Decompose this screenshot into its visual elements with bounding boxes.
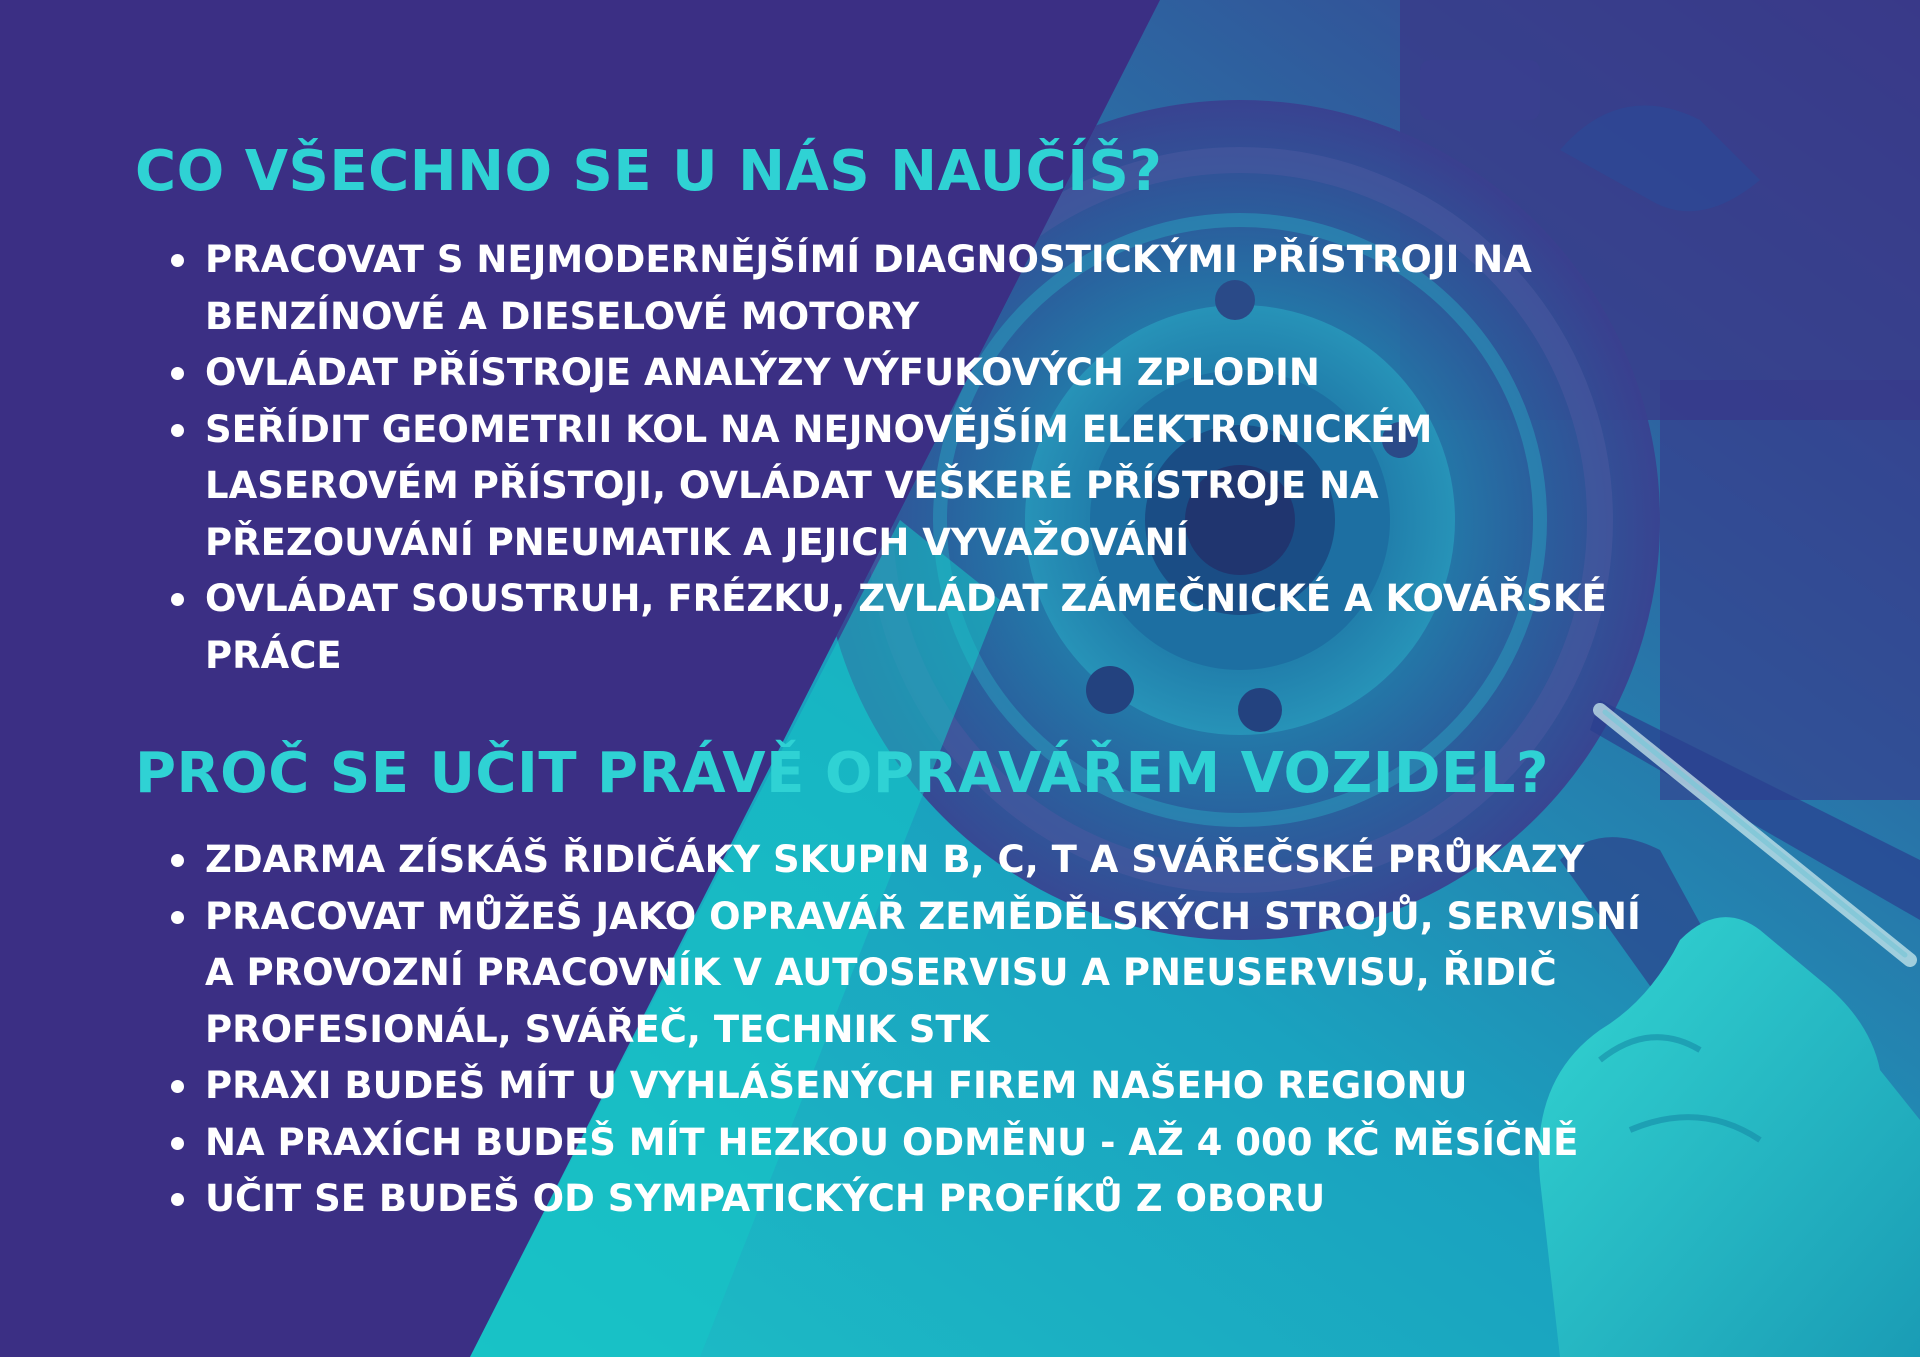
list-item: [135, 1115, 1695, 1172]
list-item-line: PROFESIONÁL, SVÁŘEČ, TECHNIK STK: [205, 1007, 990, 1051]
list-item-line: UČIT SE BUDEŠ OD SYMPATICKÝCH PROFÍKŮ Z OBORU: [205, 1177, 1326, 1220]
list-item-line: LASEROVÉM PŘÍSTOJI, OVLÁDAT VEŠKERÉ PŘÍSTROJE NA: [205, 464, 1379, 507]
list-item: [135, 402, 1695, 572]
list-item: [135, 232, 1695, 345]
bullet-icon: [171, 911, 184, 924]
list-item-line: OVLÁDAT PŘÍSTROJE ANALÝZY VÝFUKOVÝCH ZPLODIN: [205, 351, 1320, 394]
list-item: [135, 571, 1695, 684]
list-item: [135, 832, 1695, 889]
list-item-line: OVLÁDAT SOUSTRUH, FRÉZKU, ZVLÁDAT ZÁMEČNICKÉ A KOVÁŘSKÉ: [205, 577, 1607, 620]
bullet-icon: [171, 854, 184, 867]
benefits-list: [135, 832, 1695, 1228]
list-item: [135, 345, 1695, 402]
list-item-line: PRÁCE: [205, 633, 342, 677]
list-item-line: PŘEZOUVÁNÍ PNEUMATIK A JEJICH VYVAŽOVÁNÍ: [205, 520, 1190, 564]
bullet-icon: [171, 254, 184, 267]
list-item: [135, 1171, 1695, 1228]
learn-list: [135, 232, 1695, 684]
bullet-icon: [171, 424, 184, 437]
list-item-line: PRACOVAT S NEJMODERNĚJŠÍMÍ DIAGNOSTICKÝMI PŘÍSTROJI NA: [205, 238, 1532, 281]
list-item-line: A PROVOZNÍ PRACOVNÍK V AUTOSERVISU A PNEUSERVISU, ŘIDIČ: [205, 951, 1557, 994]
list-item-line: SEŘÍDIT GEOMETRII KOL NA NEJNOVĚJŠÍM ELEKTRONICKÉM: [205, 407, 1433, 451]
list-item-line: PRAXI BUDEŠ MÍT U VYHLÁŠENÝCH FIREM NAŠEHO REGIONU: [205, 1064, 1468, 1107]
list-item-line: BENZÍNOVÉ A DIESELOVÉ MOTORY: [205, 294, 920, 338]
list-item: [135, 889, 1695, 1059]
list-item-line: NA PRAXÍCH BUDEŠ MÍT HEZKOU ODMĚNU - AŽ 4 000 KČ MĚSÍČNĚ: [205, 1120, 1579, 1164]
bullet-icon: [171, 367, 184, 380]
bullet-icon: [171, 1137, 184, 1150]
list-item: [135, 1058, 1695, 1115]
bullet-icon: [171, 1080, 184, 1093]
bullet-icon: [171, 593, 184, 606]
heading-why-learn: PROČ SE UČIT PRÁVĚ OPRAVÁŘEM VOZIDEL?: [135, 741, 1549, 806]
bullet-icon: [171, 1193, 184, 1206]
list-item-line: PRACOVAT MŮŽEŠ JAKO OPRAVÁŘ ZEMĚDĚLSKÝCH STROJŮ, SERVISNÍ: [205, 894, 1641, 938]
heading-what-you-learn: CO VŠECHNO SE U NÁS NAUČÍŠ?: [135, 139, 1163, 204]
list-item-line: ZDARMA ZÍSKÁŠ ŘIDIČÁKY SKUPIN B, C, T A SVÁŘEČSKÉ PRŮKAZY: [205, 838, 1585, 881]
